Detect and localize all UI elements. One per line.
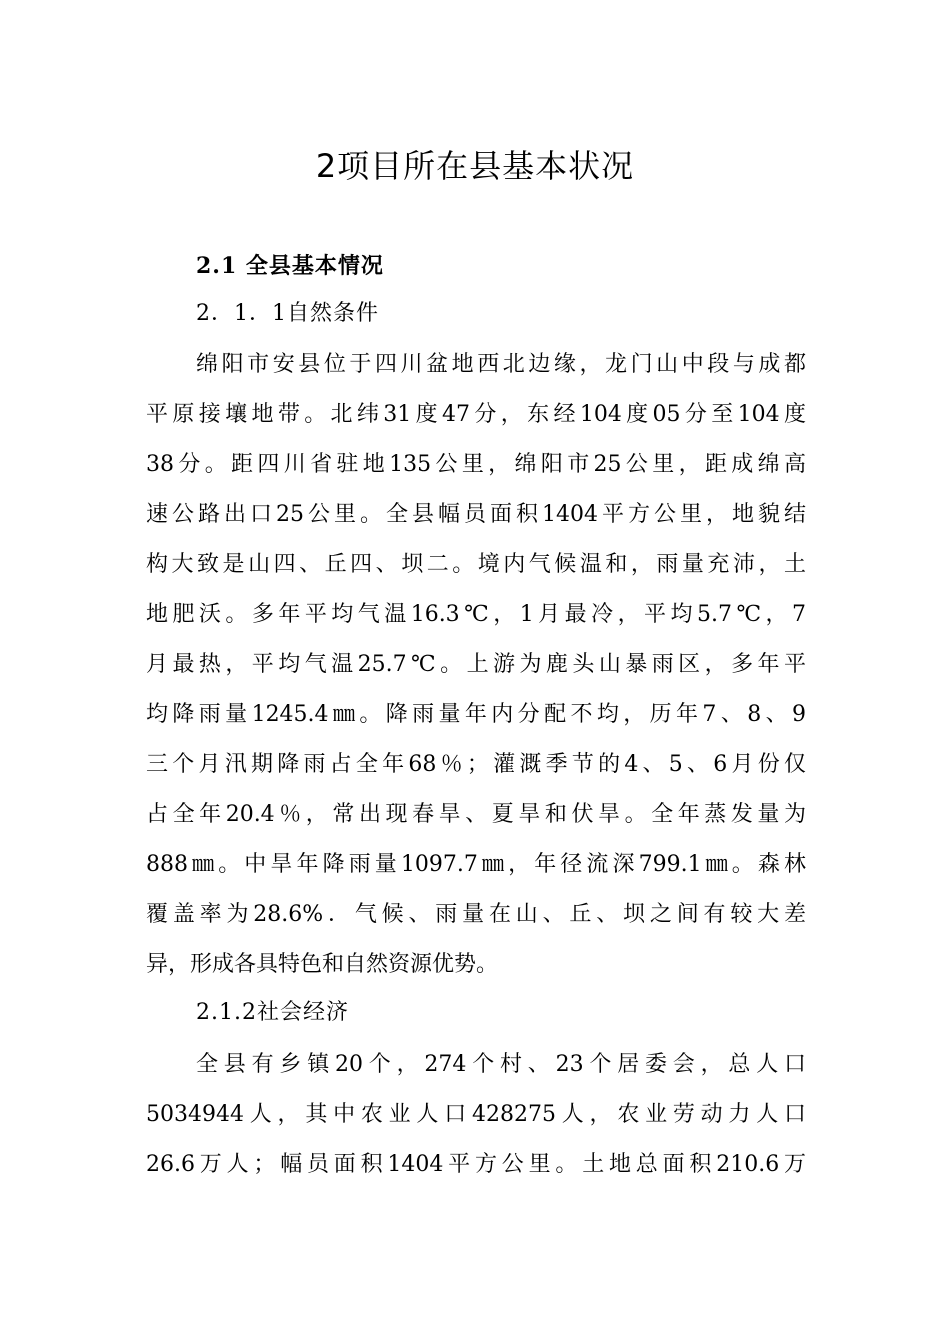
paragraph-line: 5034944人，其中农业人口428275人，农业劳动力人口 <box>146 1102 806 1127</box>
paragraph-line: 异，形成各具特色和自然资源优势。 <box>146 952 499 977</box>
paragraph-line: 均降雨量1245.4㎜。降雨量年内分配不均，历年7、8、9 <box>146 702 806 727</box>
paragraph-line: 全县有乡镇20个，274个村、23个居委会，总人口 <box>196 1052 806 1077</box>
paragraph-line: 平原接壤地带。北纬31度47分，东经104度05分至104度 <box>146 402 806 427</box>
paragraph-socio-economy <box>146 1040 806 1190</box>
subsection-heading-socio-economy: 2.1.2社会经济 <box>196 1000 349 1025</box>
paragraph-line: 绵阳市安县位于四川盆地西北边缘，龙门山中段与成都 <box>196 352 806 377</box>
paragraph-line: 构大致是山四、丘四、坝二。境内气候温和，雨量充沛，土 <box>146 552 806 577</box>
paragraph-line: 月最热，平均气温25.7℃。上游为鹿头山暴雨区，多年平 <box>146 652 806 677</box>
subsection-heading-natural-conditions: 2．1．1自然条件 <box>196 301 379 326</box>
paragraph-line: 26.6万人；幅员面积1404平方公里。土地总面积210.6万 <box>146 1152 806 1177</box>
chapter-title: 2项目所在县基本状况 <box>315 147 635 185</box>
paragraph-line: 888㎜。中旱年降雨量1097.7㎜，年径流深799.1㎜。森林 <box>146 852 806 877</box>
paragraph-line: 38分。距四川省驻地135公里，绵阳市25公里，距成绵高 <box>146 452 806 477</box>
paragraph-line: 覆盖率为28.6%．气候、雨量在山、丘、坝之间有较大差 <box>146 902 806 927</box>
paragraph-natural-conditions <box>146 340 806 990</box>
paragraph-line: 三个月汛期降雨占全年68％；灌溉季节的4、5、6月份仅 <box>146 752 806 777</box>
paragraph-line: 速公路出口25公里。全县幅员面积1404平方公里，地貌结 <box>146 502 806 527</box>
paragraph-line: 占全年20.4％，常出现春旱、夏旱和伏旱。全年蒸发量为 <box>146 802 806 827</box>
section-heading: 2.1 全县基本情况 <box>196 253 384 279</box>
paragraph-line: 地肥沃。多年平均气温16.3℃，1月最冷，平均5.7℃，7 <box>146 602 806 627</box>
